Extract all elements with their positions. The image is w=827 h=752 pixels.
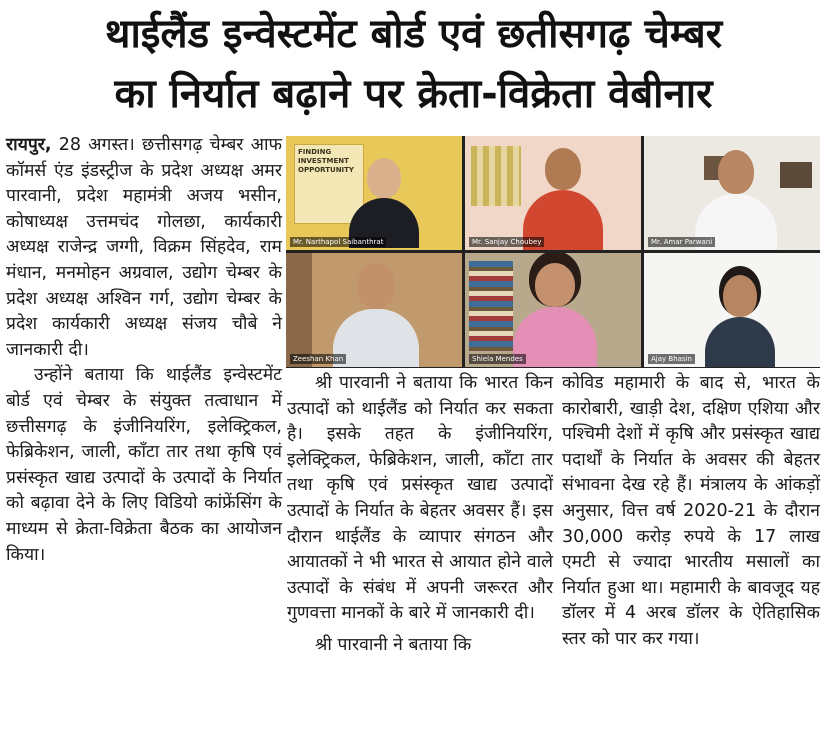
participant-name: Shiela Mendes <box>469 354 526 364</box>
wall-frame <box>780 162 812 188</box>
dateline-date: 28 अगस्त। <box>51 135 135 155</box>
paragraph: उन्होंने बताया कि थाईलैंड इन्वेस्टमेंट बोर्ड एवं चेम्बर के संयुक्त तत्वाधान में छत्तीसगढ़ के इंजीनियरिंग, इलेक्ट्रिकल, फेब्रिकेशन, जाली, काँटा तार तथा कृषि एवं प्रसंस्कृत खाद्य उत्पादों के उत्पादों के निर्यात को बढ़ावा देने के लिए विडियो कांफ्रेंसिंग के माध्यम से क्रेता-विक्रेता बैठक का आयोजन किया। <box>6 365 282 565</box>
participant-figure <box>705 275 775 367</box>
headline-line-1: थाईलैंड इन्वेस्टमेंट बोर्ड एवं छतीसगढ़ चेम्बर <box>104 11 723 57</box>
participant-name: Mr. Narthapol Saibanthrat <box>290 237 386 247</box>
column-2 <box>287 371 553 659</box>
door-panel <box>286 253 312 367</box>
paragraph: श्री पारवानी ने बताया कि <box>315 634 472 655</box>
paragraph-text: छत्तीसगढ़ चेम्बर आफ कॉमर्स एंड इंडस्ट्रीज के प्रदेश अध्यक्ष अमर पारवानी, प्रदेश महामंत्री अजय भसीन, कोषाध्यक्ष उत्तमचंद गोलछा, कार्यकारी अध्यक्ष राजेन्द्र जग्गी, विक्रम सिंहदेव, राम मंधान, मनमोहन अग्रवाल, उद्योग चेम्बर के प्रदेश अध्यक्ष अश्विन गर्ग, उद्योग चेम्बर के प्रदेश कार्यकारी अध्यक्ष संजय चौबे ने जानकारी दी। <box>6 135 282 360</box>
video-tile <box>286 136 462 250</box>
headline-line-2: का निर्यात बढ़ाने पर क्रेता-विक्रेता वेबीनार <box>114 71 713 117</box>
video-tile <box>644 136 820 250</box>
participant-figure <box>349 158 419 248</box>
dateline-place: रायपुर, <box>6 135 52 155</box>
column-1 <box>6 133 282 568</box>
bookshelf <box>469 261 513 351</box>
video-tile <box>465 136 641 250</box>
book-cover: FINDING INVESTMENT OPPORTUNITY <box>294 144 364 224</box>
participant-figure <box>695 150 777 250</box>
webinar-photo <box>286 136 820 368</box>
participant-figure <box>523 148 603 250</box>
window-blind <box>471 146 521 206</box>
paragraph <box>6 133 282 363</box>
headline <box>0 4 827 124</box>
participant-figure <box>333 263 419 367</box>
participant-name: Ajay Bhasin <box>648 354 695 364</box>
participant-figure <box>513 263 597 367</box>
paragraph: श्री पारवानी ने बताया कि भारत किन उत्पादों को थाईलैंड को निर्यात कर सकता है। इसके तहत के इंजीनियरिंग, इलेक्ट्रिकल, फेब्रिकेशन, जाली, काँटा तार तथा कृषि एवं प्रसंस्कृत खाद्य उत्पादों उत्पादों के निर्यात के बेहतर अवसर हैं। इस दौरान थाईलैंड के व्यापार संगठन और आयातकों ने भी भारत से आयात होने वाले उत्पादों के संबंध में अपनी जरूरत और गुणवत्ता मानकों के बारे में जानकारी दी। <box>287 373 553 624</box>
video-tile <box>465 253 641 367</box>
participant-name: Zeeshan Khan <box>290 354 346 364</box>
video-tile <box>286 253 462 367</box>
paragraph: कोविड महामारी के बाद से, भारत के कारोबारी, खाड़ी देश, दक्षिण एशिया और पश्चिमी देशों में कृषि और प्रसंस्कृत खाद्य पदार्थों के निर्यात के अवसर की बेहतर संभावना देख रहे हैं। मंत्रालय के आंकड़ों अनुसार, वित्त वर्ष 2020-21 के दौरान 30,000 करोड़ रुपये के 17 लाख एमटी से ज्यादा भारतीय मसालों का निर्यात हुआ था। महामारी के बावजूद यह डॉलर में 4 अरब डॉलर के ऐतिहासिक स्तर को पार कर गया। <box>562 373 820 649</box>
video-tile <box>644 253 820 367</box>
participant-name: Mr. Sanjay Choubey <box>469 237 544 247</box>
column-3 <box>562 371 820 653</box>
participant-name: Mr. Amar Parwani <box>648 237 715 247</box>
